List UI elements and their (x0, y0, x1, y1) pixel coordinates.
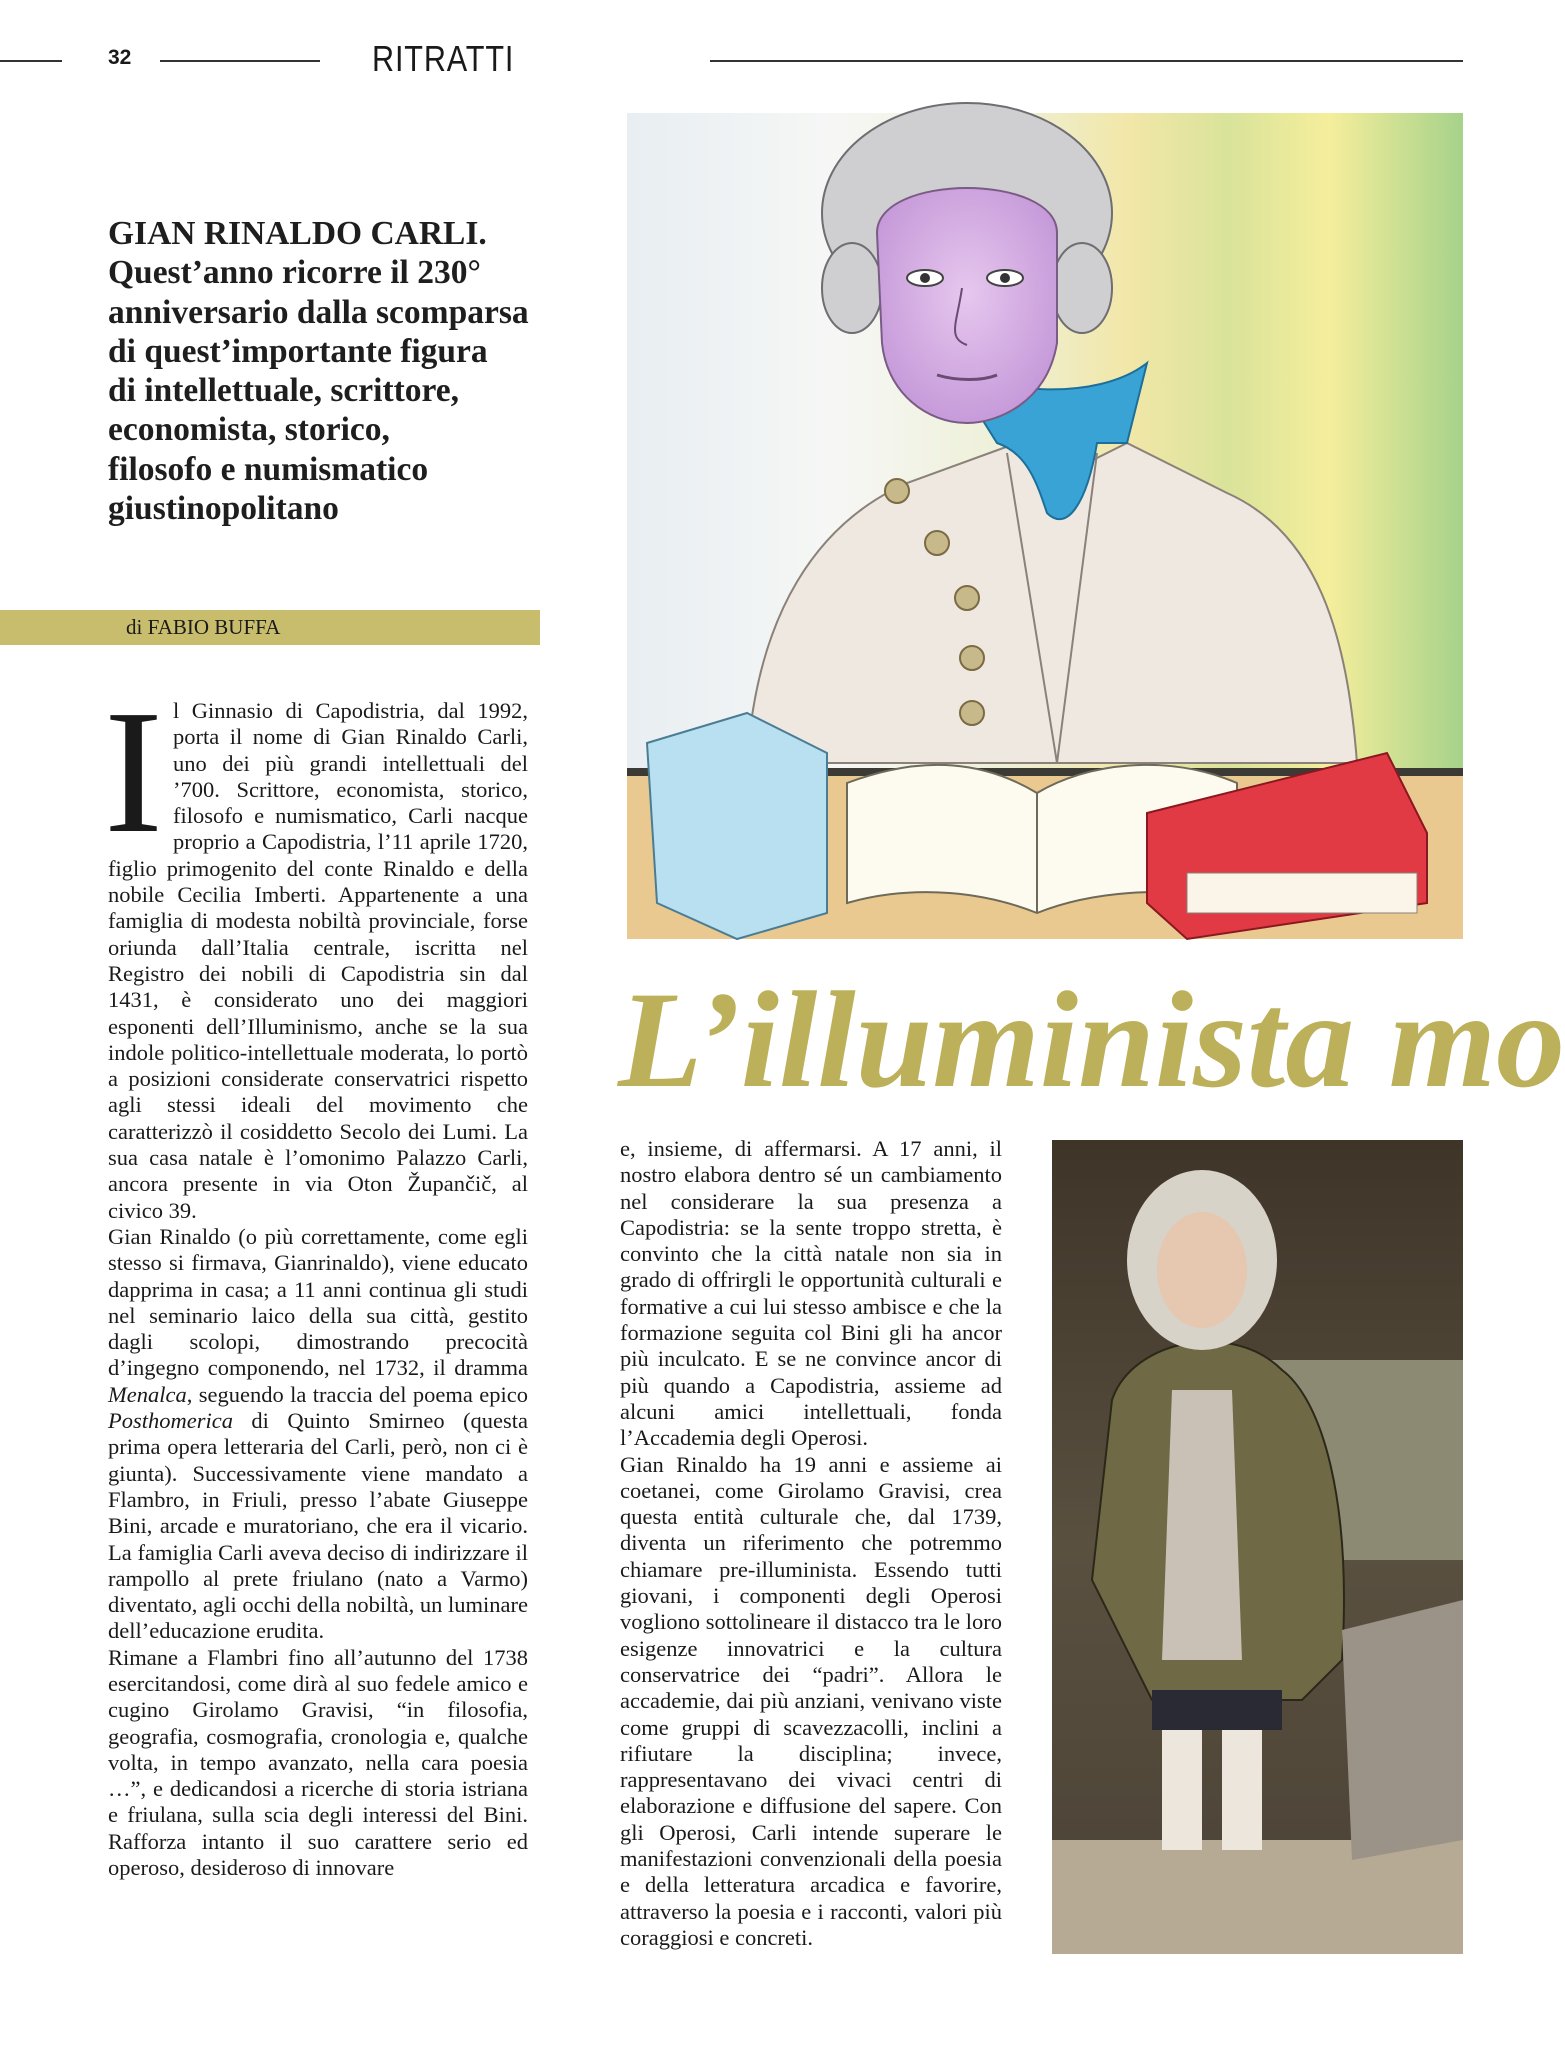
work-title: Posthomerica (108, 1408, 233, 1434)
article-paragraph (104, 674, 528, 1224)
article-paragraph: e, insieme, di affermarsi. A 17 anni, il nostro elabora dentro sé un cambiamento nel considerare la sua presenza a Capodistria: se la sente troppo stretta, è convinto che la città natale non sia in grado di offrirgli le opportunità culturali e formative a cui lui stesso ambisce e che la formazione seguita col Bini gli ha ancor più inculcato. E se ne convince ancor di più quando a Capodistria, assieme ad alcuni amici intellettuali, fonda l’Accademia degli Operosi. (620, 1136, 1002, 1451)
paragraph-text: di Quinto Smirneo (questa prima opera letteraria del Carli, però, non ci è giunta). Successivamente viene mandato a Flambro, in Friuli, presso l’abate Giuseppe Bini, arcade e muratoriano, che era il vicario. La famiglia Carli aveva deciso di indirizzare il rampollo al prete friulano (nato a Varmo) diventato, agli occhi della nobiltà, un luminare dell’educazione erudita. (108, 1408, 528, 1644)
deck-line: filosofo e numismatico (108, 450, 429, 488)
section-label: RITRATTI (372, 38, 515, 79)
header-rule-middle (160, 60, 320, 62)
article-column-2 (620, 1136, 1002, 1951)
paragraph-text: , seguendo la traccia del poema epico (186, 1381, 528, 1407)
article-paragraph (108, 1224, 528, 1645)
work-title: Menalca (108, 1381, 187, 1407)
deck-line: giustinopolitano (108, 490, 339, 528)
deck-line: di quest’importante figura (108, 332, 488, 370)
deck-line: GIAN RINALDO CARLI. (108, 215, 487, 252)
carli-illustration (627, 113, 1463, 939)
article-column-1 (104, 674, 528, 1881)
page-number: 32 (108, 46, 132, 69)
article-headline: L’illuminista mo (618, 963, 1565, 1116)
carli-portrait-painting (1052, 1140, 1463, 1954)
paragraph-text: l Ginnasio di Capodistria, dal 1992, porta il nome di Gian Rinaldo Carli, uno dei più grandi intellettuali del ’700. Scrittore, economista, storico, filosofo e numismatico, Carli nacque proprio a Capodistria, l’11 aprile 1720, figlio primogenito del conte Rinaldo e della nobile Cecilia Imberti. Appartenente a una famiglia di modesta nobiltà provinciale, forse oriunda dall’Italia centrale, iscritta nel Registro dei nobili di Capodistria sin dal 1431, è considerato uno dei maggiori esponenti dell’Illuminismo, anche se la sua indole politico-intellettuale moderata, lo portò a posizioni considerate conservatrici rispetto agli stessi ideali del movimento che caratterizzò il cosiddetto Secolo dei Lumi. La sua casa natale è l’omonimo Palazzo Carli, ancora presente in via Oton Župančič, al civico 39. (108, 698, 528, 1223)
deck-line: anniversario dalla scomparsa (108, 293, 529, 331)
article-paragraph: Rimane a Flambri fino all’autunno del 1738 esercitandosi, come dirà al suo fedele amico e cugino Girolamo Gravisi, “in filosofia, geografia, cosmografia, cronologia e, qualche volta, in tempo avanzato, nella cara poesia …”, e dedicandosi a ricerche di storia istriana e friulana, sulla scia degli interessi del Bini. Rafforza intanto il suo carattere serio ed operoso, desideroso di innovare (108, 1644, 528, 1881)
deck-line: di intellettuale, scrittore, (108, 372, 460, 410)
header-rule-left (0, 60, 62, 62)
header-rule-right (710, 60, 1463, 62)
deck-line: economista, storico, (108, 411, 390, 449)
byline: di FABIO BUFFA (126, 615, 281, 639)
drop-cap: I (104, 674, 163, 870)
deck-line: Quest’anno ricorre il 230° (108, 254, 481, 292)
paragraph-text: Gian Rinaldo (o più correttamente, come egli stesso si firmava, Gianrinaldo), viene educato dapprima in casa; a 11 anni continua gli studi nel seminario laico della sua città, gestito dagli scolopi, dimostrando precocità d’ingegno componendo, nel 1732, il dramma (108, 1223, 528, 1381)
article-deck (108, 214, 598, 528)
article-paragraph: Gian Rinaldo ha 19 anni e assieme ai coetanei, come Girolamo Gravisi, crea questa entità culturale che, dal 1739, diventa un riferimento che potremmo chiamare pre-illuminista. Essendo tutti giovani, i componenti degli Operosi vogliono sottolineare il distacco tra le loro esigenze innovatrici e la cultura conservatrice dei “padri”. Allora le accademie, dai più anziani, venivano viste come gruppi di scavezzacolli, inclini a rifiutare la disciplina; invece, rappresentavano dei vivaci centri di elaborazione e diffusione del sapere. Con gli Operosi, Carli intende superare le manifestazioni convenzionali della poesia e della letteratura arcadica e favorire, attraverso la poesia e i racconti, valori più coraggiosi e concreti. (620, 1451, 1002, 1950)
